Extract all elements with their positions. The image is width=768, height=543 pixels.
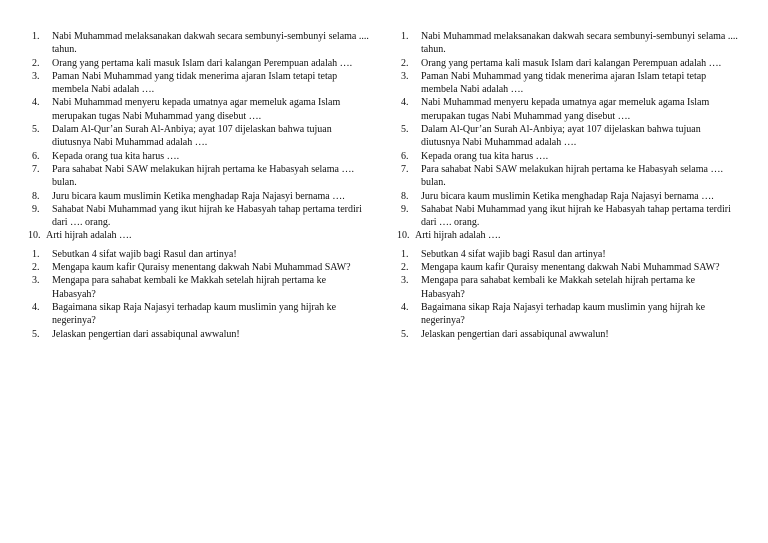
question-number: 2. — [32, 262, 40, 274]
question-text: Paman Nabi Muhammad yang tidak menerima ajaran Islam tetapi tetap membela Nabi adalah …. — [421, 70, 707, 96]
question-item — [26, 96, 371, 123]
question-number: 2. — [401, 262, 409, 274]
question-text: Mengapa para sahabat kembali ke Makkah setelah hijrah pertama ke Habasyah? — [52, 275, 327, 300]
question-text: Nabi Muhammad melaksanakan dakwah secara sembunyi-sembunyi selama .... tahun. — [52, 31, 369, 56]
question-number: 4. — [401, 97, 409, 109]
question-number: 5. — [401, 328, 409, 340]
question-item — [26, 229, 371, 242]
question-text: Para sahabat Nabi SAW melakukan hijrah pertama ke Habasyah selama …. bulan. — [52, 163, 354, 189]
question-text: Dalam Al-Qur’an Surah Al-Anbiya; ayat 107 dijelaskan bahwa tujuan diutusnya Nabi Muhammad adalah …. — [52, 124, 332, 149]
question-text: Sahabat Nabi Muhammad yang ikut hijrah ke Habasyah tahap pertama terdiri dari …. orang. — [52, 203, 362, 229]
question-text: Paman Nabi Muhammad yang tidak menerima ajaran Islam tetapi tetap membela Nabi adalah …. — [52, 70, 338, 96]
question-text: Mengapa kaum kafir Quraisy menentang dakwah Nabi Muhammad SAW? — [52, 262, 351, 274]
question-number: 10. — [28, 230, 41, 242]
question-number: 7. — [32, 163, 40, 175]
question-item — [395, 30, 740, 57]
question-item — [395, 150, 740, 163]
question-text: Nabi Muhammad menyeru kepada umatnya agar memeluk agama Islam merupakan tugas Nabi Muhammad yang disebut …. — [421, 97, 710, 122]
question-item — [26, 203, 371, 230]
question-number: 5. — [401, 124, 409, 136]
question-item — [395, 203, 740, 230]
question-item — [26, 150, 371, 163]
question-number: 1. — [401, 248, 409, 260]
essay-question — [26, 248, 371, 261]
question-number: 1. — [32, 31, 40, 42]
left-column — [26, 30, 371, 341]
question-item — [395, 190, 740, 203]
question-number: 3. — [32, 70, 40, 82]
question-text: Sebutkan 4 sifat wajib bagi Rasul dan artinya! — [421, 248, 606, 260]
question-item — [395, 123, 740, 150]
question-number: 2. — [32, 57, 40, 69]
question-text: Arti hijrah adalah …. — [415, 230, 501, 242]
question-text: Juru bicara kaum muslimin Ketika menghadap Raja Najasyi bernama …. — [52, 190, 345, 202]
question-number: 6. — [32, 150, 40, 162]
essay-question — [395, 274, 740, 301]
question-item — [26, 30, 371, 57]
question-number: 8. — [401, 190, 409, 202]
essay-question — [395, 261, 740, 274]
question-text: Kepada orang tua kita harus …. — [421, 150, 549, 162]
question-text: Nabi Muhammad melaksanakan dakwah secara sembunyi-sembunyi selama .... tahun. — [421, 31, 738, 56]
question-number: 5. — [32, 124, 40, 136]
question-item — [395, 57, 740, 70]
question-text: Jelaskan pengertian dari assabiqunal awwalun! — [52, 328, 240, 340]
right-column — [395, 30, 740, 341]
question-number: 1. — [32, 248, 40, 260]
question-text: Bagaimana sikap Raja Najasyi terhadap kaum muslimin yang hijrah ke negerinya? — [52, 301, 337, 327]
question-text: Kepada orang tua kita harus …. — [52, 150, 180, 162]
essay-list — [395, 248, 740, 341]
essay-question — [395, 248, 740, 261]
question-text: Jelaskan pengertian dari assabiqunal awwalun! — [421, 328, 609, 340]
question-text: Sahabat Nabi Muhammad yang ikut hijrah ke Habasyah tahap pertama terdiri dari …. orang. — [421, 203, 731, 229]
question-number: 3. — [32, 275, 40, 287]
question-text: Sebutkan 4 sifat wajib bagi Rasul dan artinya! — [52, 248, 237, 260]
question-text: Bagaimana sikap Raja Najasyi terhadap kaum muslimin yang hijrah ke negerinya? — [421, 301, 706, 327]
multiple-choice-list — [395, 30, 740, 243]
essay-question — [26, 274, 371, 301]
essay-question — [395, 301, 740, 328]
question-text: Mengapa kaum kafir Quraisy menentang dakwah Nabi Muhammad SAW? — [421, 262, 720, 274]
question-number: 1. — [401, 31, 409, 42]
question-number: 4. — [401, 301, 409, 313]
question-text: Arti hijrah adalah …. — [46, 230, 132, 242]
question-number: 9. — [401, 203, 409, 215]
question-item — [26, 163, 371, 190]
question-text: Mengapa para sahabat kembali ke Makkah setelah hijrah pertama ke Habasyah? — [421, 275, 696, 300]
question-text: Nabi Muhammad menyeru kepada umatnya agar memeluk agama Islam merupakan tugas Nabi Muhammad yang disebut …. — [52, 97, 341, 122]
essay-question — [26, 328, 371, 341]
essay-question — [395, 328, 740, 341]
question-item — [26, 123, 371, 150]
essay-list — [26, 248, 371, 341]
question-item — [26, 190, 371, 203]
question-item — [395, 229, 740, 242]
question-item — [395, 96, 740, 123]
question-number: 8. — [32, 190, 40, 202]
question-number: 6. — [401, 150, 409, 162]
question-number: 3. — [401, 275, 409, 287]
essay-question — [26, 261, 371, 274]
essay-question — [26, 301, 371, 328]
question-number: 2. — [401, 57, 409, 69]
question-text: Juru bicara kaum muslimin Ketika menghadap Raja Najasyi bernama …. — [421, 190, 714, 202]
question-item — [26, 70, 371, 97]
question-text: Para sahabat Nabi SAW melakukan hijrah pertama ke Habasyah selama …. bulan. — [421, 163, 723, 189]
question-text: Orang yang pertama kali masuk Islam dari kalangan Perempuan adalah …. — [52, 57, 353, 69]
question-number: 7. — [401, 163, 409, 175]
question-item — [395, 70, 740, 97]
question-number: 10. — [397, 230, 410, 242]
question-text: Dalam Al-Qur’an Surah Al-Anbiya; ayat 107 dijelaskan bahwa tujuan diutusnya Nabi Muhammad adalah …. — [421, 124, 701, 149]
question-number: 4. — [32, 97, 40, 109]
question-number: 5. — [32, 328, 40, 340]
question-number: 9. — [32, 203, 40, 215]
question-text: Orang yang pertama kali masuk Islam dari kalangan Perempuan adalah …. — [421, 57, 722, 69]
question-number: 4. — [32, 301, 40, 313]
multiple-choice-list — [26, 30, 371, 243]
question-item — [26, 57, 371, 70]
question-item — [395, 163, 740, 190]
question-number: 3. — [401, 70, 409, 82]
